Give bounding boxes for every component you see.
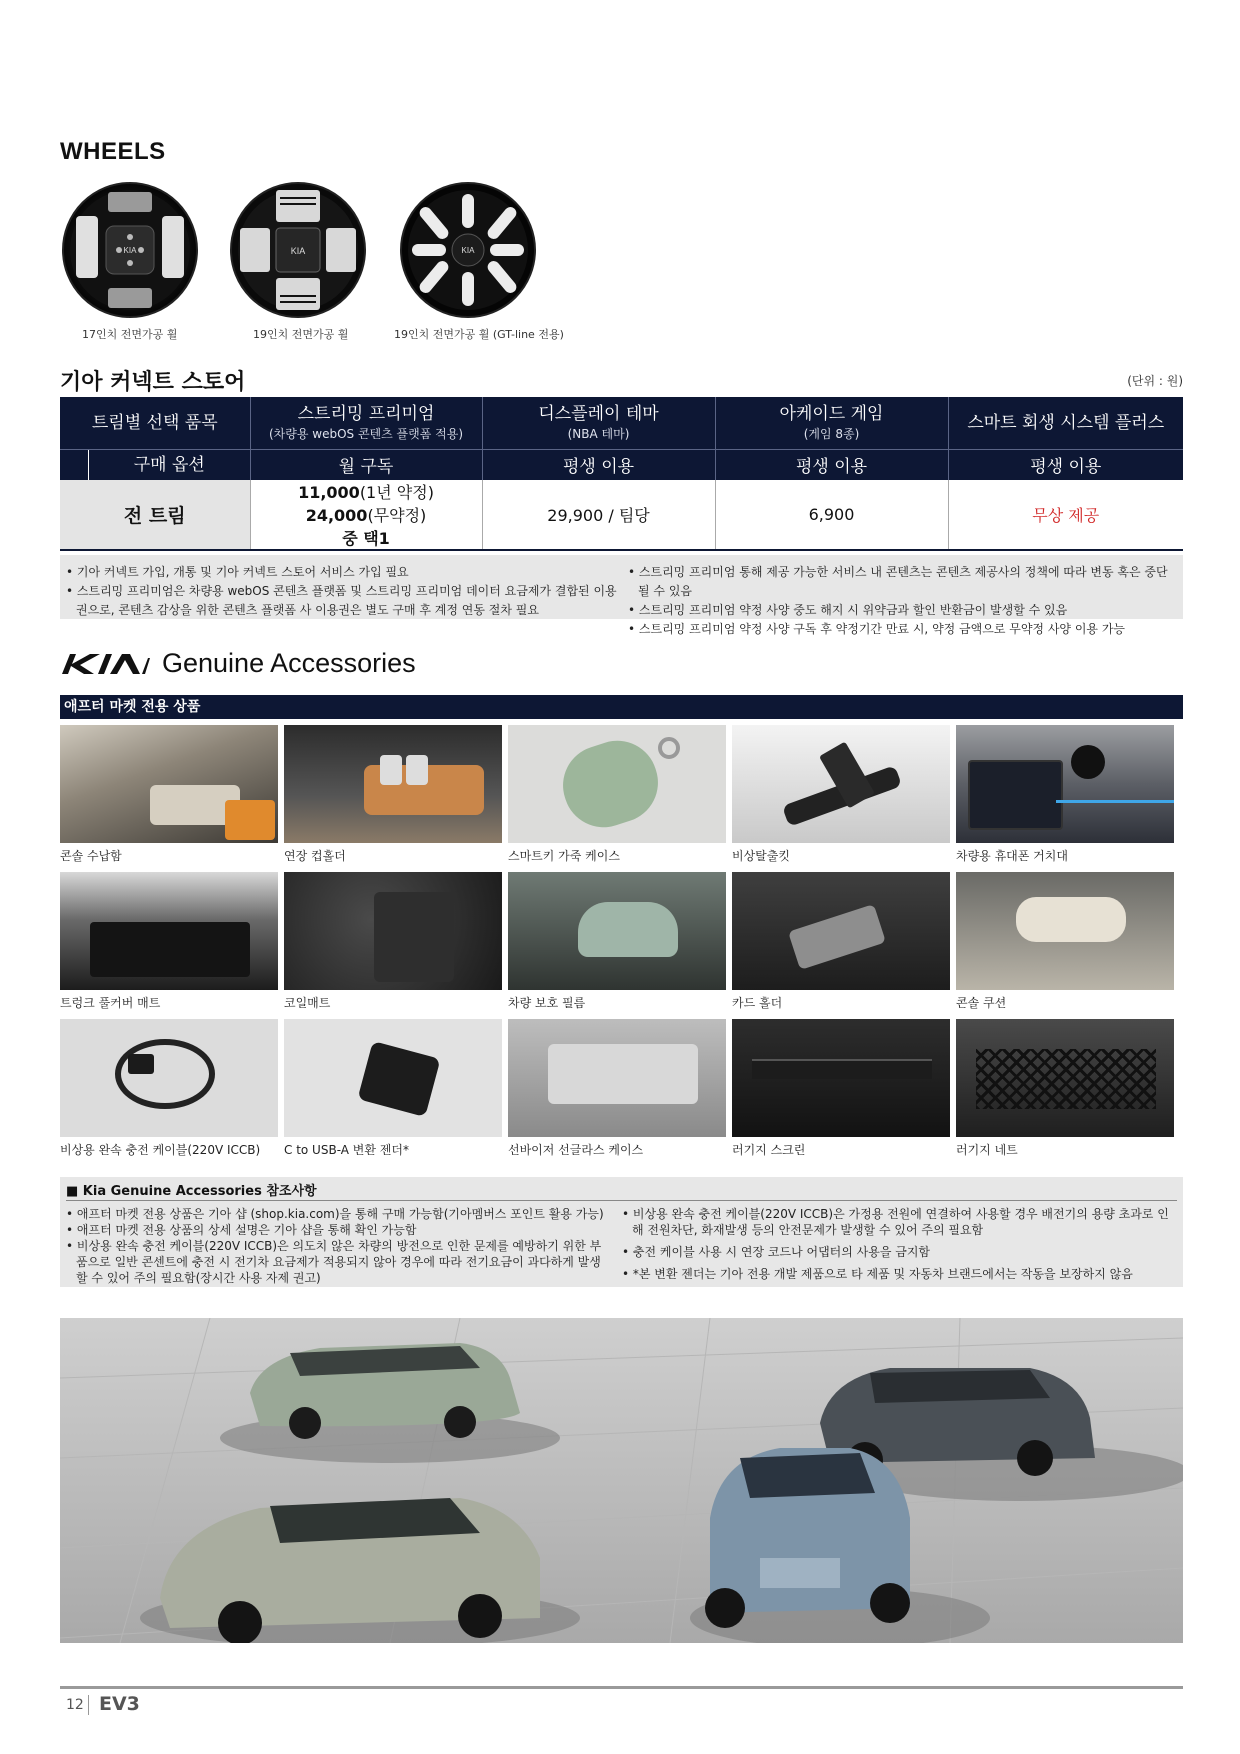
header-cell: 디스플레이 테마 (NBA 테마)	[482, 397, 715, 449]
store-title: 기아 커넥트 스토어	[60, 370, 246, 395]
accessory-caption: 콘솔 쿠션	[956, 996, 1007, 1010]
table-row	[60, 480, 1183, 550]
accessory-caption: 연장 컵홀더	[284, 849, 346, 863]
wheel-caption: 19인치 전면가공 휠 (GT-line 전용)	[394, 328, 564, 341]
table-subheader-row	[60, 449, 1183, 480]
card-holder-image	[732, 872, 950, 990]
accessory-caption: 카드 홀더	[732, 996, 783, 1010]
streaming-price-cell: 11,000(1년 약정) 24,000(무약정) 중 택1	[250, 480, 482, 550]
note-item: • 비상용 완속 충전 케이블(220V ICCB)은 가정용 전원에 연결하여 사용할 경우 배전기의 용량 초과로 인해 전원차단, 화재발생 등의 안전문제가 발생할 수 있어 주의 필요함	[622, 1207, 1169, 1237]
accessory-caption: 차량 보호 필름	[508, 996, 586, 1010]
footer-divider	[88, 1695, 89, 1715]
genuine-notes	[60, 1204, 1183, 1284]
accessory-caption: 선바이저 선글라스 케이스	[508, 1143, 644, 1157]
store-notes	[60, 555, 1183, 636]
footer-rule	[60, 1686, 1183, 1689]
accessory-caption: 스마트키 가죽 케이스	[508, 849, 620, 863]
coil-mat-image	[284, 872, 502, 990]
note-item: • 애프터 마켓 전용 상품은 기아 샵 (shop.kia.com)을 통해 구매 가능함(기아멤버스 포인트 활용 가능)	[66, 1207, 604, 1221]
accessory-caption: 러기지 네트	[956, 1143, 1018, 1157]
note-item: • 애프터 마켓 전용 상품의 상세 설명은 기아 샵을 통해 확인 가능함	[66, 1223, 417, 1237]
emergency-kit-image	[732, 725, 950, 843]
note-item: • 스트리밍 프리미엄 약정 사양 중도 해지 시 위약금과 할인 반환금이 발생할 수 있음	[628, 603, 1068, 617]
subheader-cell: 평생 이용	[482, 449, 715, 480]
wheel-19-image	[228, 180, 368, 320]
trim-cell: 전 트림	[60, 480, 250, 550]
usb-gender-image	[284, 1019, 502, 1137]
luggage-screen-image	[732, 1019, 950, 1137]
model-name: EV3	[99, 1693, 140, 1715]
header-cell: 트림별 선택 품목	[60, 397, 250, 449]
subheader-cell: 구매 옵션	[60, 449, 250, 480]
note-item: • 스트리밍 프리미엄은 차량용 webOS 콘텐츠 플랫폼 및 스트리밍 프리미엄 데이터 요금제가 결합된 이용권으로, 콘텐츠 감상을 위한 콘텐츠 플랫폼 사 이용권은 별도 구매 후 계정 연동 절차 필요	[66, 584, 617, 617]
wheel-caption: 17인치 전면가공 휠	[82, 328, 178, 341]
smartkey-case-image	[508, 725, 726, 843]
protection-film-image	[508, 872, 726, 990]
header-cell: 아케이드 게임 (게임 8종)	[715, 397, 948, 449]
note-item: • 스트리밍 프리미엄 통해 제공 가능한 서비스 내 콘텐츠는 콘텐츠 제공사의 정책에 따라 변동 혹은 중단될 수 있음	[628, 565, 1168, 598]
charging-cable-image	[60, 1019, 278, 1137]
note-item: • 충전 케이블 사용 시 연장 코드나 어댑터의 사용을 금지함	[622, 1245, 931, 1259]
sunglass-case-image	[508, 1019, 726, 1137]
wheel-17-image	[60, 180, 200, 320]
trunk-mat-image	[60, 872, 278, 990]
subheader-cell: 월 구독	[250, 449, 482, 480]
page-number: 12	[66, 1697, 84, 1713]
luggage-net-image	[956, 1019, 1174, 1137]
note-item: • 비상용 완속 충전 케이블(220V ICCB)은 의도치 않은 차량의 방전으로 인한 문제를 예방하기 위한 부품으로 일반 콘센트에 충전 시 전기차 요금제가 적용되지 않아 경우에 따라 전기요금이 과다하게 발생할 수 있어 주의 필요함(장시간 사용 자제 권고)	[66, 1239, 602, 1285]
console-cushion-image	[956, 872, 1174, 990]
table-header-row	[60, 397, 1183, 449]
smart-price-cell: 무상 제공	[948, 480, 1183, 550]
accessory-caption: 비상탈출킷	[732, 849, 790, 863]
aftermarket-section-bar: 애프터 마켓 전용 상품	[60, 695, 1183, 719]
accessory-caption: 트렁크 풀커버 매트	[60, 996, 161, 1010]
wheel-caption: 19인치 전면가공 휠	[253, 328, 349, 341]
phone-holder-image	[956, 725, 1174, 843]
accessory-caption: 러기지 스크린	[732, 1143, 806, 1157]
cupholder-image	[284, 725, 502, 843]
game-price-cell: 6,900	[715, 480, 948, 550]
unit-label: (단위 : 원)	[1127, 374, 1183, 388]
accessory-caption: 차량용 휴대폰 거치대	[956, 849, 1068, 863]
wheel-19-gtline-image	[398, 180, 538, 320]
console-storage-image	[60, 725, 278, 843]
svg-text:KIA: KIA	[123, 246, 137, 255]
accessory-caption: 콘솔 수납함	[60, 849, 122, 863]
accessory-caption: 코일매트	[284, 996, 331, 1010]
svg-text:KIA: KIA	[290, 246, 306, 256]
header-cell: 스마트 회생 시스템 플러스	[948, 397, 1183, 449]
ev3-cars-photo	[60, 1318, 1183, 1643]
genuine-accessories-title: Genuine Accessories	[162, 648, 416, 678]
kia-logo	[60, 652, 150, 676]
subheader-cell: 평생 이용	[948, 449, 1183, 480]
divider	[66, 1200, 1177, 1201]
header-cell: 스트리밍 프리미엄 (차량용 webOS 콘텐츠 플랫폼 적용)	[250, 397, 482, 449]
accessory-caption: 비상용 완속 충전 케이블(220V ICCB)	[60, 1143, 261, 1157]
note-item: • *본 변환 젠더는 기아 전용 개발 제품으로 타 제품 및 자동차 브랜드에서는 작동을 보장하지 않음	[622, 1267, 1133, 1281]
accessory-caption: C to USB-A 변환 젠더*	[284, 1143, 409, 1157]
subheader-cell: 평생 이용	[715, 449, 948, 480]
genuine-notes-title: ■ Kia Genuine Accessories 참조사항	[66, 1184, 317, 1199]
svg-text:KIA: KIA	[461, 246, 475, 255]
theme-price-cell: 29,900 / 팀당	[482, 480, 715, 550]
note-item: • 스트리밍 프리미엄 약정 사양 구독 후 약정기간 만료 시, 약정 금액으로 무약정 사양 이용 가능	[628, 622, 1126, 636]
note-item: • 기아 커넥트 가입, 개통 및 기아 커넥트 스토어 서비스 가입 필요	[66, 565, 409, 579]
connect-store-table	[60, 397, 1183, 551]
wheels-title: WHEELS	[60, 138, 166, 165]
